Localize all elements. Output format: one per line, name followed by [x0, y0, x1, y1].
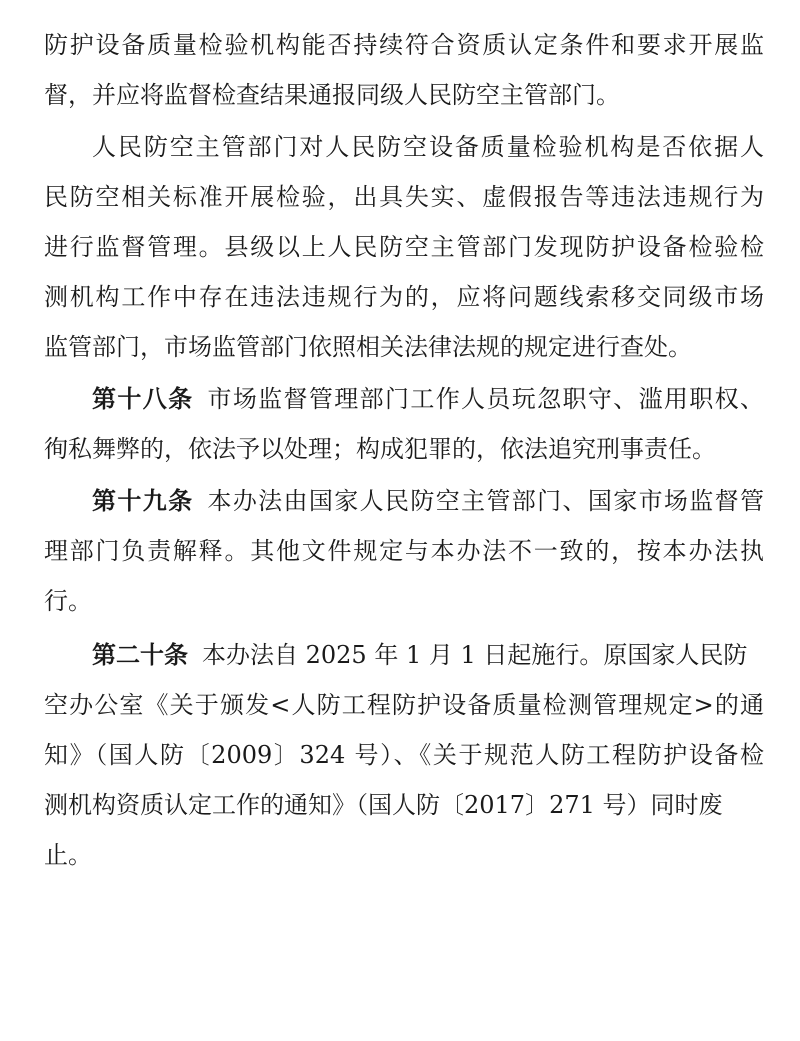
paragraph-line: 测机构工作中存在违法违规行为的，应将问题线索移交同级市场: [44, 283, 764, 311]
article-19-line: [92, 476, 764, 526]
paragraph-line: 徇私舞弊的，依法予以处理；构成犯罪的，依法追究刑事责任。: [44, 435, 716, 463]
paragraph-line: 防护设备质量检验机构能否持续符合资质认定条件和要求开展监: [44, 31, 764, 59]
paragraph-line: 监管部门，市场监管部门依照相关法律法规的规定进行查处。: [44, 333, 692, 361]
article-18-line: [92, 374, 764, 424]
article-20-line: [92, 630, 747, 680]
article-heading: 第二十条: [92, 641, 188, 669]
paragraph-line: 督，并应将监督检查结果通报同级人民防空主管部门。: [44, 81, 620, 109]
paragraph-line: 空办公室《关于颁发<人防工程防护设备质量检测管理规定>的通: [44, 691, 764, 719]
article-text: 本办法由国家人民防空主管部门、国家市场监督管: [207, 487, 765, 515]
paragraph-line: 知》（国人防〔2009〕324 号）、《关于规范人防工程防护设备检: [44, 741, 764, 769]
article-text: 市场监督管理部门工作人员玩忽职守、滥用职权、: [207, 385, 765, 413]
paragraph-line: 进行监督管理。县级以上人民防空主管部门发现防护设备检验检: [44, 233, 764, 261]
article-text: 本办法自 2025 年 1 月 1 日起施行。原国家人民防: [202, 641, 748, 669]
paragraph-line: 人民防空主管部门对人民防空设备质量检验机构是否依据人: [92, 133, 764, 161]
paragraph-line: 民防空相关标准开展检验，出具失实、虚假报告等违法违规行为: [44, 183, 764, 211]
paragraph-line: 止。: [44, 841, 92, 869]
paragraph-line: 测机构资质认定工作的通知》（国人防〔2017〕271 号）同时废: [44, 791, 723, 819]
paragraph-line: 理部门负责解释。其他文件规定与本办法不一致的，按本办法执: [44, 537, 764, 565]
article-heading: 第十九条: [92, 487, 194, 515]
article-heading: 第十八条: [92, 385, 194, 413]
paragraph-line: 行。: [44, 587, 92, 615]
